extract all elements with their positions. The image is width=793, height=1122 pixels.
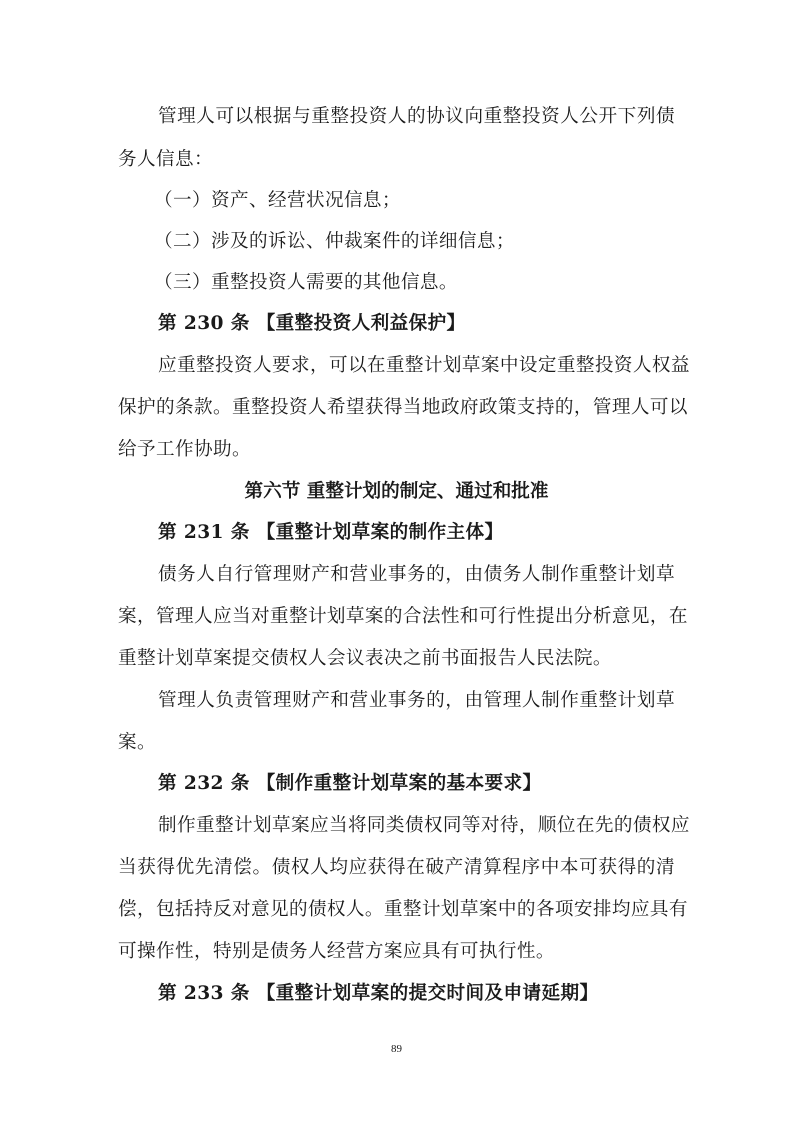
section-heading: 第六节 重整计划的制定、通过和批准 bbox=[244, 481, 549, 502]
paragraph-line: 债务人自行管理财产和营业事务的，由债务人制作重整计划草 bbox=[158, 564, 675, 585]
page-number: 89 bbox=[391, 1043, 402, 1055]
article-heading: 第 232 条 【制作重整计划草案的基本要求】 bbox=[158, 773, 542, 794]
paragraph-line: 给予工作协助。 bbox=[118, 439, 251, 460]
article-heading: 第 231 条 【重整计划草案的制作主体】 bbox=[158, 522, 504, 543]
paragraph-line: 保护的条款。重整投资人希望获得当地政府政策支持的，管理人可以 bbox=[118, 397, 688, 418]
list-item: （二）涉及的诉讼、仲裁案件的详细信息； bbox=[154, 231, 515, 252]
list-item: （三）重整投资人需要的其他信息。 bbox=[154, 272, 458, 293]
paragraph-line: 重整计划草案提交债权人会议表决之前书面报告人民法院。 bbox=[118, 648, 612, 669]
paragraph-line: 管理人负责管理财产和营业事务的，由管理人制作重整计划草 bbox=[158, 690, 675, 711]
paragraph-line: 当获得优先清偿。债权人均应获得在破产清算程序中本可获得的清 bbox=[118, 857, 675, 878]
article-heading: 第 233 条 【重整计划草案的提交时间及申请延期】 bbox=[158, 983, 599, 1004]
paragraph-line: 案，管理人应当对重整计划草案的合法性和可行性提出分析意见，在 bbox=[118, 606, 688, 627]
paragraph-line: 制作重整计划草案应当将同类债权同等对待，顺位在先的债权应 bbox=[158, 815, 690, 836]
paragraph-line: 偿，包括持反对意见的债权人。重整计划草案中的各项安排均应具有 bbox=[118, 899, 688, 920]
article-heading: 第 230 条 【重整投资人利益保护】 bbox=[158, 313, 466, 334]
paragraph-line: 可操作性，特别是债务人经营方案应具有可执行性。 bbox=[118, 941, 555, 962]
paragraph-line: 案。 bbox=[118, 732, 156, 753]
paragraph-line: 管理人可以根据与重整投资人的协议向重整投资人公开下列债 bbox=[158, 106, 675, 127]
paragraph-line: 应重整投资人要求，可以在重整计划草案中设定重整投资人权益 bbox=[158, 355, 690, 376]
paragraph-line: 务人信息： bbox=[118, 149, 213, 170]
list-item: （一）资产、经营状况信息； bbox=[154, 190, 401, 211]
